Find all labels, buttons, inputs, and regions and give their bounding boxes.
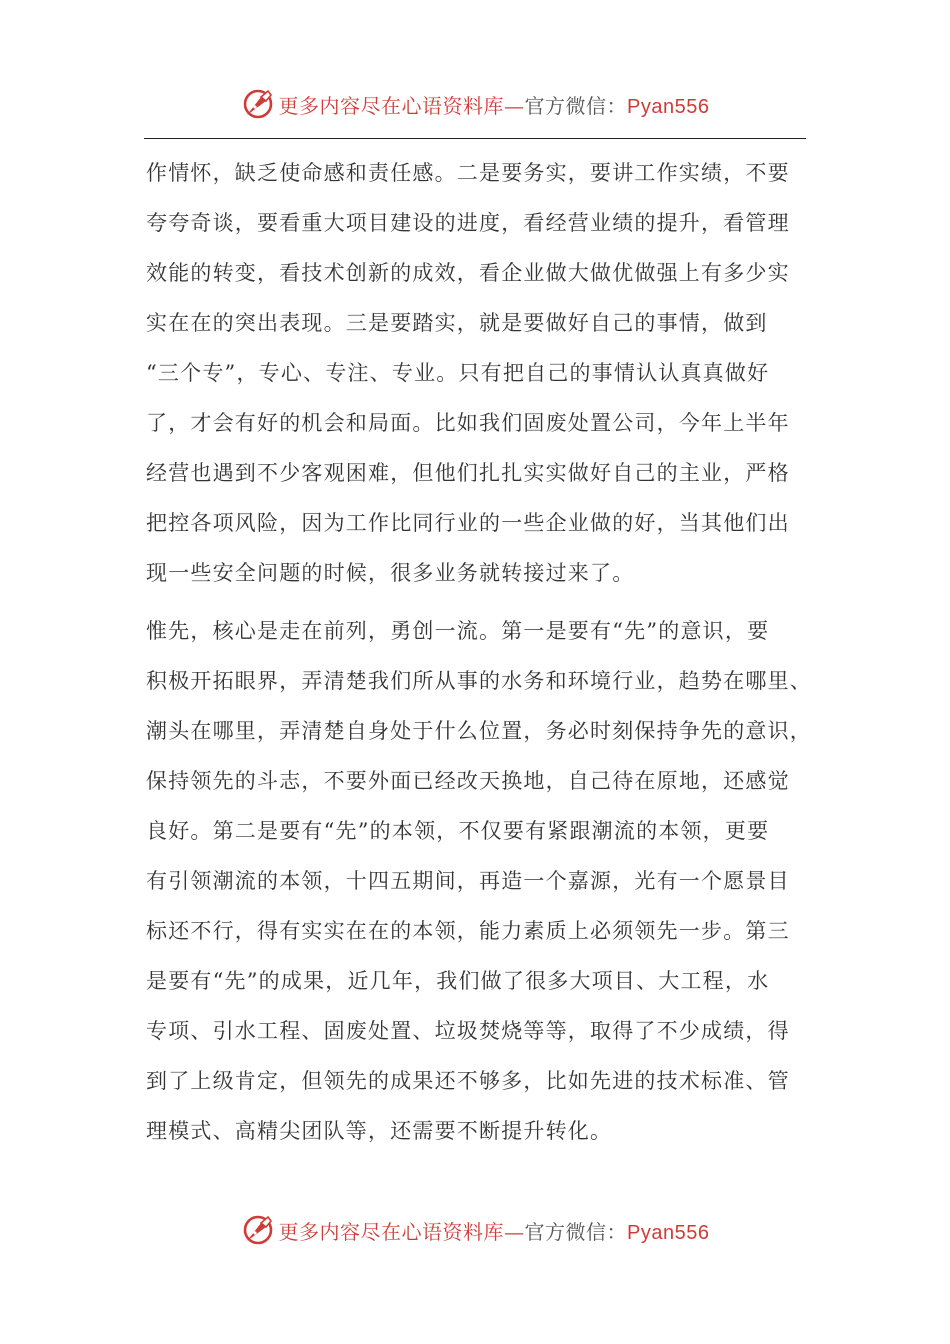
- banner-library-text: 更多内容尽在心语资料库: [278, 93, 505, 118]
- text-line: 实在在的突出表现。三是要踏实，就是要做好自己的事情，做到: [146, 311, 768, 335]
- text-line: 了，才会有好的机会和局面。比如我们固废处置公司，今年上半年: [146, 411, 790, 435]
- pen-nib-logo-icon: [241, 87, 275, 121]
- text-line: 积极开拓眼界，弄清楚我们所从事的水务和环境行业，趋势在哪里、: [146, 669, 812, 693]
- banner-wechat-label: 官方微信：: [524, 1219, 628, 1244]
- banner-wechat-label: 官方微信：: [524, 93, 628, 118]
- header-banner: [0, 84, 950, 124]
- footer-banner: [0, 1210, 950, 1250]
- banner-wechat-id: Pyan556: [627, 1221, 710, 1244]
- text-line: 作情怀，缺乏使命感和责任感。二是要务实，要讲工作实绩，不要: [146, 161, 790, 185]
- text-line: 专项、引水工程、固废处置、垃圾焚烧等等，取得了不少成绩，得: [146, 1019, 790, 1043]
- text-line: 潮头在哪里，弄清楚自身处于什么位置，务必时刻保持争先的意识，: [146, 719, 812, 743]
- text-line: 效能的转变，看技术创新的成效，看企业做大做优做强上有多少实: [146, 261, 790, 285]
- pen-nib-logo-icon: [241, 1213, 275, 1247]
- text-line: 保持领先的斗志，不要外面已经改天换地，自己待在原地，还感觉: [146, 769, 790, 793]
- paragraph-2: [146, 606, 812, 1156]
- paragraph-1: [146, 148, 798, 598]
- banner-title: [279, 1216, 710, 1245]
- text-line: 标还不行，得有实实在在的本领，能力素质上必须领先一步。第三: [146, 919, 790, 943]
- text-line: 有引领潮流的本领，十四五期间，再造一个嘉源，光有一个愿景目: [146, 869, 790, 893]
- document-body: [146, 148, 812, 1156]
- banner-library-text: 更多内容尽在心语资料库: [278, 1219, 505, 1244]
- text-line: 把控各项风险，因为工作比同行业的一些企业做的好，当其他们出: [146, 511, 790, 535]
- text-line: 惟先，核心是走在前列，勇创一流。第一是要有“先”的意识，要: [146, 619, 770, 643]
- text-line: 经营也遇到不少客观困难，但他们扎扎实实做好自己的主业，严格: [146, 461, 790, 485]
- text-line: “三个专”，专心、专注、专业。只有把自己的事情认认真真做好: [146, 361, 770, 385]
- text-line: 理模式、高精尖团队等，还需要不断提升转化。: [146, 1119, 613, 1143]
- banner-wechat-id: Pyan556: [627, 95, 710, 118]
- text-line: 是要有“先”的成果，近几年，我们做了很多大项目、大工程，水: [146, 969, 770, 993]
- banner-title: [279, 90, 710, 119]
- banner-dash: —: [504, 1219, 525, 1244]
- text-line: 现一些安全问题的时候，很多业务就转接过来了。: [146, 561, 635, 585]
- header-divider: [144, 138, 806, 139]
- text-line: 良好。第二是要有“先”的本领，不仅要有紧跟潮流的本领，更要: [146, 819, 770, 843]
- banner-dash: —: [504, 93, 525, 118]
- text-line: 到了上级肯定，但领先的成果还不够多，比如先进的技术标准、管: [146, 1069, 790, 1093]
- text-line: 夸夸奇谈，要看重大项目建设的进度，看经营业绩的提升，看管理: [146, 211, 790, 235]
